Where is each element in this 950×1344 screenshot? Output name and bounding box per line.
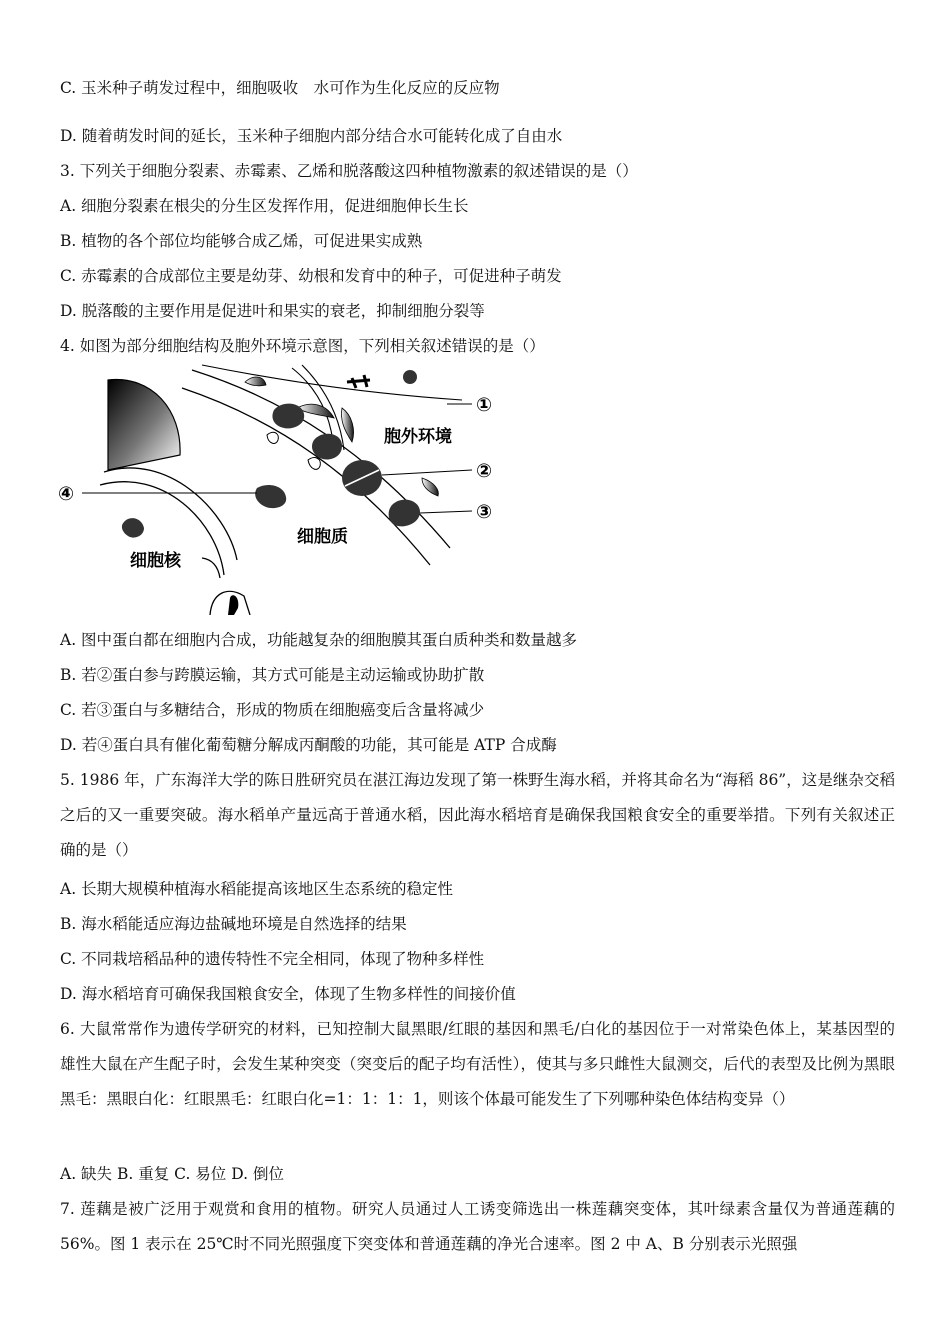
protein-b-tail <box>308 458 320 470</box>
q3-option-a: A. 细胞分裂素在根尖的分生区发挥作用，促进细胞伸长生长 <box>60 197 469 215</box>
nucleus-label: 细胞核 <box>130 551 181 571</box>
q3-stem: 3. 下列关于细胞分裂素、赤霉素、乙烯和脱落酸这四种植物激素的叙述错误的是（） <box>60 162 638 180</box>
q6-stem: 6. 大鼠常常作为遗传学研究的材料，已知控制大鼠黑眼/红眼的基因和黑毛/白化的基因位于一对常染色体上，某基因型的雄性大鼠在产生配子时，会发生某种突变（突变后的配子均有活性），使其与多只雌性大鼠测交，后代的表型及比例为黑眼黑毛：黑眼白化：红眼黑毛：红眼白化=1：1：1：1，则该个体最可能发生了下列哪种染色体结构变异（） <box>60 1020 895 1108</box>
q5-option-b: B. 海水稻能适应海边盐碱地环境是自然选择的结果 <box>60 915 407 933</box>
extracellular-label: 胞外环境 <box>384 427 452 447</box>
protein-a-tail <box>267 432 278 443</box>
receptor-marker <box>347 375 370 388</box>
sugar-chain-4 <box>245 377 266 386</box>
q2-option-d: D. 随着萌发时间的延长，玉米种子细胞内部分结合水可能转化成了自由水 <box>60 127 563 145</box>
label-3: ③ <box>476 501 493 523</box>
q5-option-a: A. 长期大规模种植海水稻能提高该地区生态系统的稳定性 <box>60 880 454 898</box>
q4-stem: 4. 如图为部分细胞结构及胞外环境示意图，下列相关叙述错误的是（） <box>60 337 545 355</box>
cell-structure-diagram <box>52 360 512 615</box>
label-1: ① <box>476 394 493 416</box>
q3-option-b: B. 植物的各个部位均能够合成乙烯，可促进果实成熟 <box>60 232 423 250</box>
label-4: ④ <box>58 483 75 505</box>
membrane-protein-b <box>312 434 342 460</box>
q5-option-d: D. 海水稻培育可确保我国粮食安全，体现了生物多样性的间接价值 <box>60 985 516 1003</box>
sugar-chain-3 <box>422 478 438 496</box>
q4-option-a: A. 图中蛋白都在细胞内合成，功能越复杂的细胞膜其蛋白质种类和数量越多 <box>60 631 578 649</box>
nucleus-envelope <box>100 380 250 615</box>
protein-3 <box>389 500 420 527</box>
leader-line-2 <box>382 470 472 475</box>
cytoplasm-label: 细胞质 <box>297 527 348 547</box>
cell-structure-figure <box>52 360 512 615</box>
nuclear-protein <box>122 518 144 537</box>
leader-line-3 <box>420 511 472 513</box>
q3-option-d: D. 脱落酸的主要作用是促进叶和果实的衰老，抑制细胞分裂等 <box>60 302 485 320</box>
protein-4 <box>255 485 286 508</box>
q5-stem: 5. 1986 年，广东海洋大学的陈日胜研究员在湛江海边发现了第一株野生海水稻，并将其命名为“海稻 86”，这是继杂交稻之后的又一重要突破。海水稻单产量远高于普通水稻，因此海水稻培育是确保我国粮食安全的重要举措。下列有关叙述正确的是（） <box>60 771 895 859</box>
label-2: ② <box>476 460 493 482</box>
signal-molecule <box>403 370 417 384</box>
q6-options: A. 缺失 B. 重复 C. 易位 D. 倒位 <box>60 1165 284 1183</box>
q7-stem: 7. 莲藕是被广泛用于观赏和食用的植物。研究人员通过人工诱变筛选出一株莲藕突变体，其叶绿素含量仅为普通莲藕的 56%。图 1 表示在 25℃时不同光照强度下突变体和普通莲藕的净光合速率。图 2 中 A、B 分别表示光照强 <box>60 1200 895 1253</box>
q4-option-b: B. 若②蛋白参与跨膜运输，其方式可能是主动运输或协助扩散 <box>60 666 485 684</box>
q3-option-c: C. 赤霉素的合成部位主要是幼芽、幼根和发育中的种子，可促进种子萌发 <box>60 267 562 285</box>
q2-option-c: C. 玉米种子萌发过程中，细胞吸收 水可作为生化反应的反应物 <box>60 79 500 97</box>
q4-option-d: D. 若④蛋白具有催化葡萄糖分解成丙酮酸的功能，其可能是 ATP 合成酶 <box>60 736 557 754</box>
q5-option-c: C. 不同栽培稻品种的遗传特性不完全相同，体现了物种多样性 <box>60 950 485 968</box>
membrane-protein-a <box>272 404 304 429</box>
sugar-chain-2 <box>341 408 353 442</box>
q4-option-c: C. 若③蛋白与多糖结合，形成的物质在细胞癌变后含量将减少 <box>60 701 485 719</box>
